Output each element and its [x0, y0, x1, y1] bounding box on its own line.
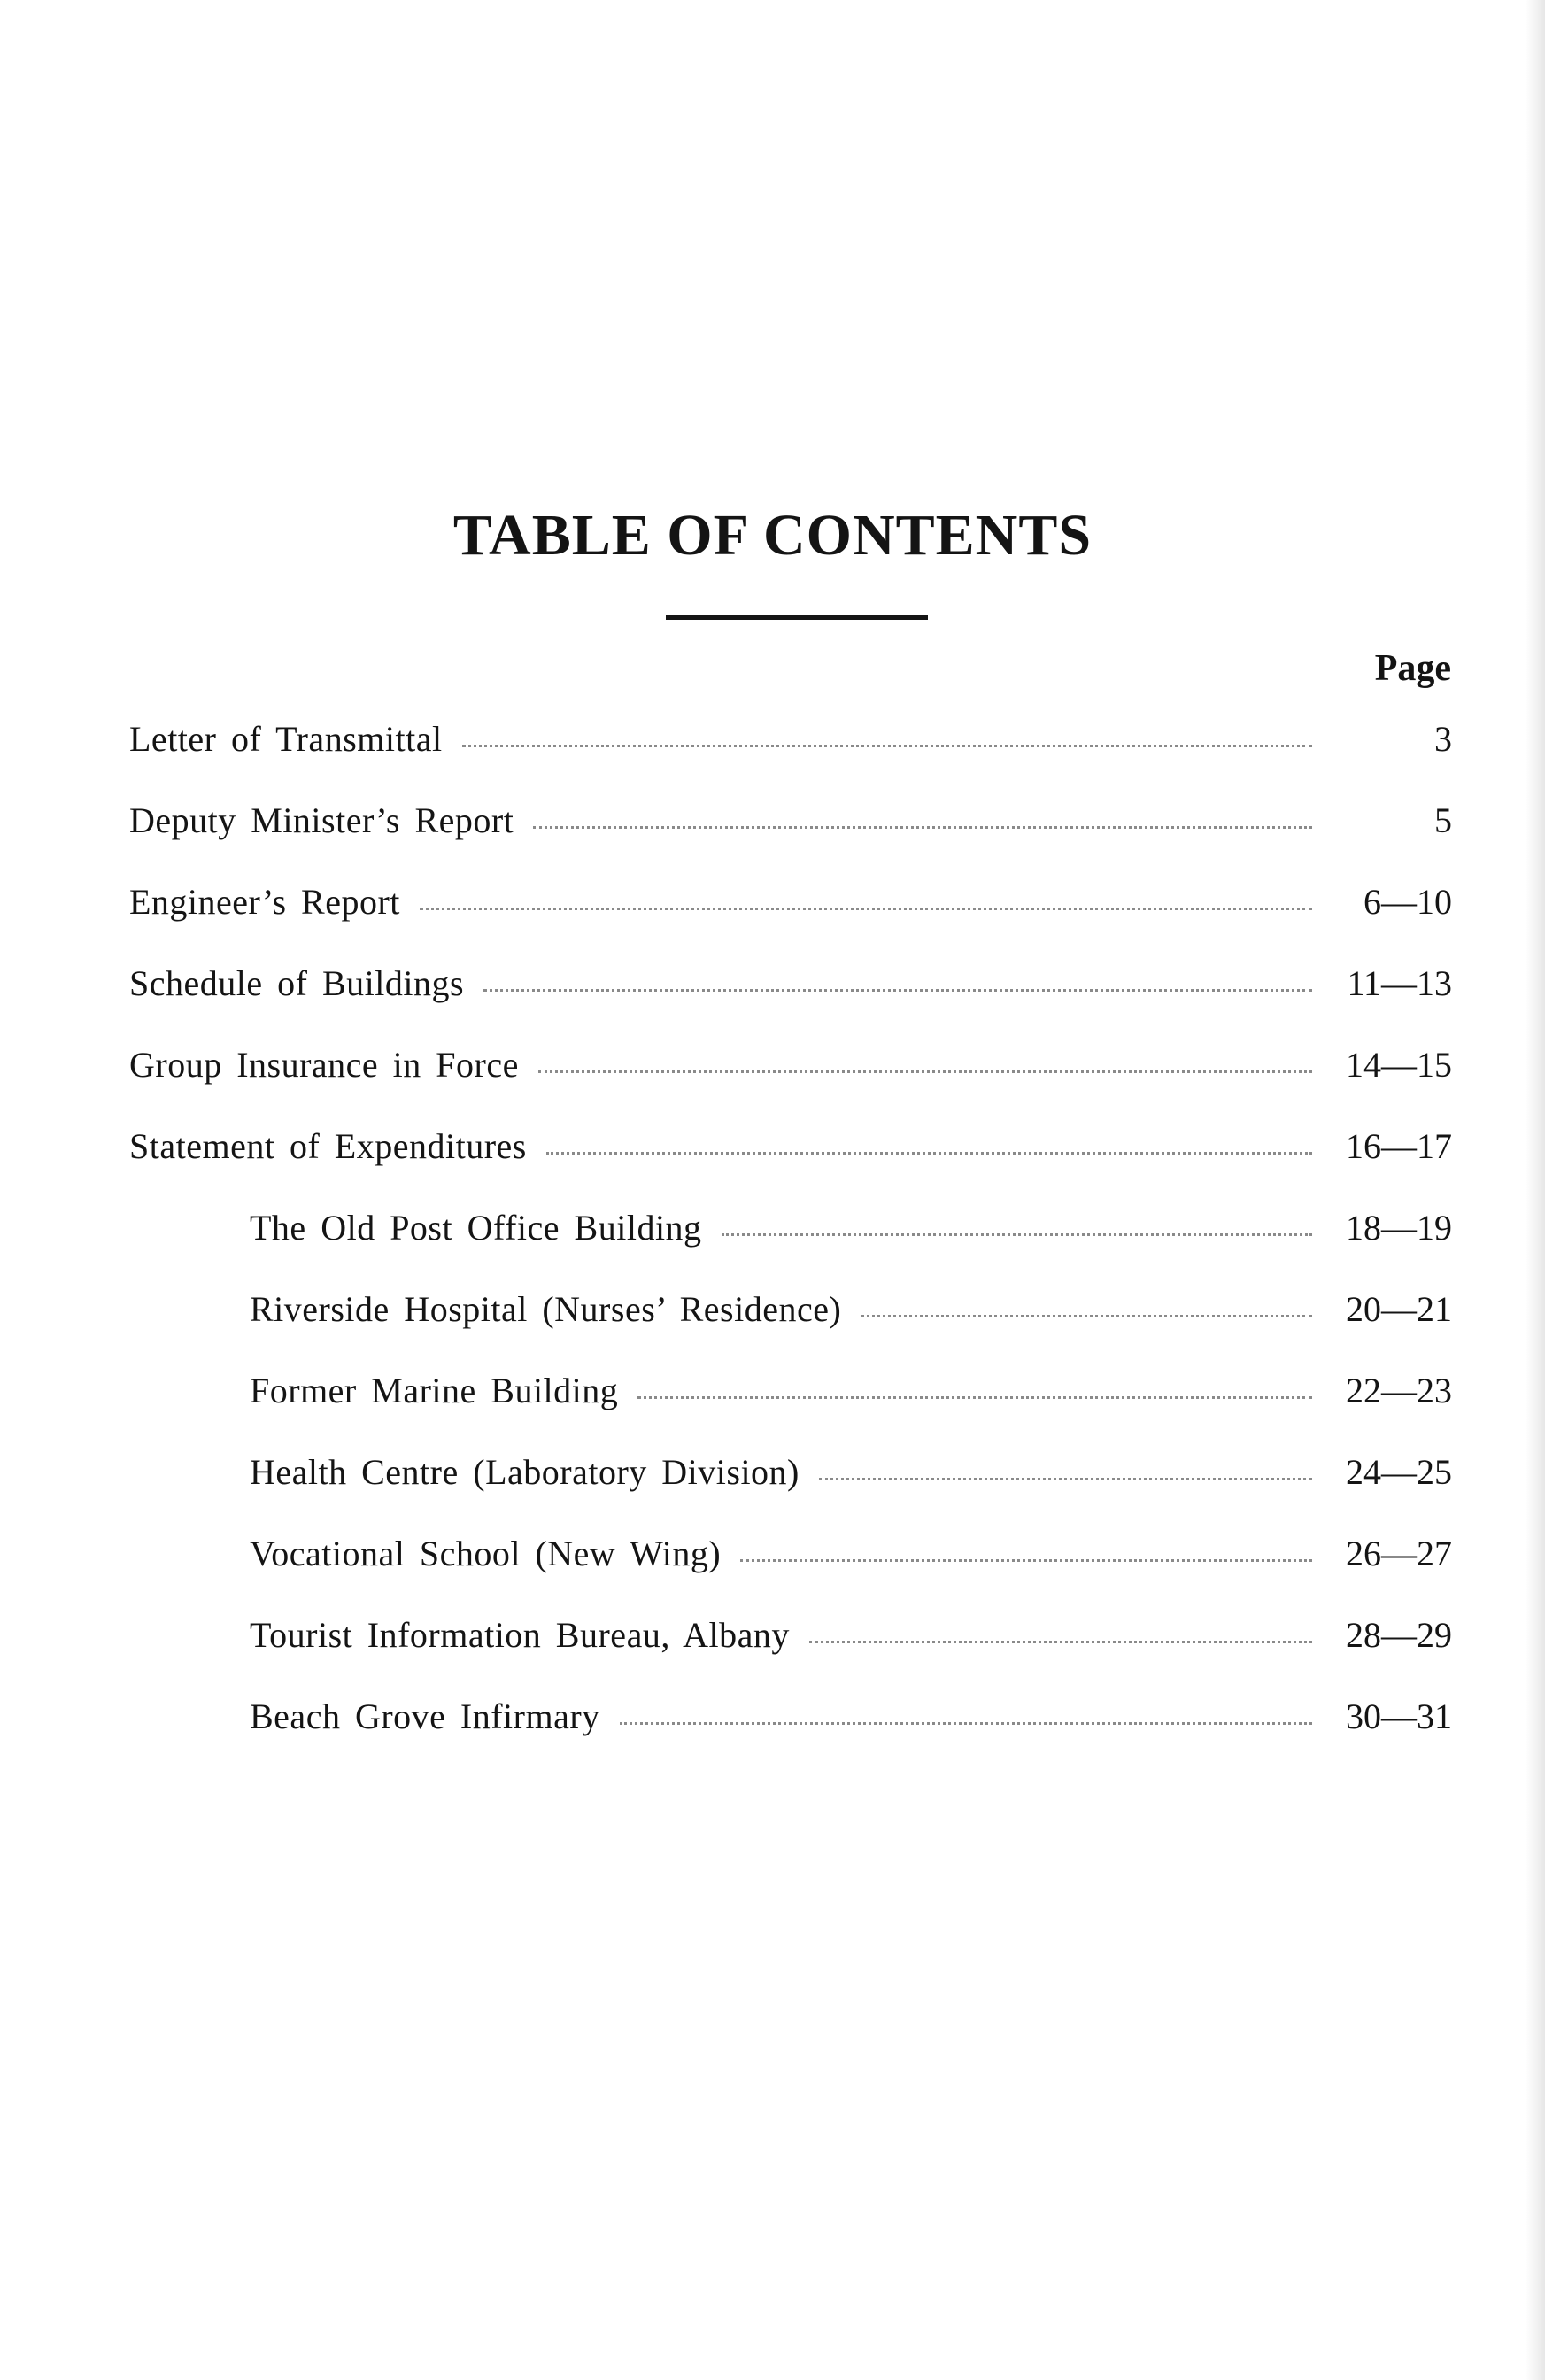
dot-leader: [722, 1233, 1312, 1236]
toc-entry-health-centre[interactable]: [250, 1446, 1452, 1499]
toc-entry-former-marine-building[interactable]: [250, 1364, 1452, 1418]
toc-entry-schedule-of-buildings[interactable]: [129, 957, 1452, 1010]
dot-leader: [420, 908, 1312, 910]
dot-leader: [462, 745, 1312, 747]
title-rule: [666, 615, 928, 620]
toc-entry-pages: 20—21: [1346, 1289, 1452, 1329]
dot-leader: [483, 989, 1312, 992]
toc-entry-pages: 18—19: [1346, 1208, 1452, 1248]
toc-entry-pages: 28—29: [1346, 1615, 1452, 1655]
toc-entry-pages: 24—25: [1346, 1452, 1452, 1492]
toc-entry-label: Former Marine Building: [250, 1371, 619, 1410]
toc-entry-old-post-office-building[interactable]: [250, 1202, 1452, 1255]
dot-leader: [740, 1559, 1312, 1562]
toc-entry-engineers-report[interactable]: [129, 876, 1452, 929]
toc-entry-label: Vocational School (New Wing): [250, 1534, 722, 1573]
toc-entry-label: Engineer’s Report: [129, 882, 400, 922]
dot-leader: [533, 826, 1312, 829]
toc-entry-label: Group Insurance in Force: [129, 1045, 519, 1085]
toc-entry-label: Schedule of Buildings: [129, 963, 465, 1003]
dot-leader: [637, 1396, 1312, 1399]
toc-entry-pages: 22—23: [1346, 1371, 1452, 1410]
toc-entry-pages: 26—27: [1346, 1534, 1452, 1573]
dot-leader: [809, 1641, 1312, 1643]
toc-entry-tourist-information-bureau[interactable]: [250, 1609, 1452, 1662]
toc-entry-label: Beach Grove Infirmary: [250, 1696, 600, 1736]
toc-entry-statement-of-expenditures[interactable]: [129, 1120, 1452, 1173]
toc-entry-beach-grove-infirmary[interactable]: [250, 1690, 1452, 1743]
toc-entry-label: Deputy Minister’s Report: [129, 800, 514, 840]
toc-entry-vocational-school[interactable]: [250, 1527, 1452, 1580]
toc-entry-label: Health Centre (Laboratory Division): [250, 1452, 800, 1492]
dot-leader: [819, 1478, 1312, 1480]
toc-entry-label: Statement of Expenditures: [129, 1126, 527, 1166]
toc-entry-pages: 16—17: [1346, 1126, 1452, 1166]
toc-entry-deputy-ministers-report[interactable]: [129, 794, 1452, 847]
toc-entry-pages: 6—10: [1363, 882, 1452, 922]
toc-entry-letter-of-transmittal[interactable]: [129, 713, 1452, 766]
page-title: TABLE OF CONTENTS: [452, 503, 1093, 568]
toc-entry-label: Riverside Hospital (Nurses’ Residence): [250, 1289, 842, 1329]
toc-entry-pages: 30—31: [1346, 1696, 1452, 1736]
toc-entry-pages: 3: [1434, 719, 1452, 759]
toc-entry-pages: 5: [1434, 800, 1452, 840]
page-column-header: Page: [1374, 648, 1451, 689]
dot-leader: [861, 1315, 1312, 1318]
dot-leader: [538, 1070, 1312, 1073]
dot-leader: [620, 1722, 1312, 1725]
page-edge-shadow: [1526, 0, 1545, 2380]
toc-entry-pages: 11—13: [1347, 963, 1452, 1003]
toc-entry-label: Letter of Transmittal: [129, 719, 443, 759]
toc-entry-group-insurance[interactable]: [129, 1039, 1452, 1092]
toc-entry-label: The Old Post Office Building: [250, 1208, 702, 1248]
dot-leader: [546, 1152, 1312, 1155]
toc-entry-pages: 14—15: [1346, 1045, 1452, 1085]
toc-entry-label: Tourist Information Bureau, Albany: [250, 1615, 790, 1655]
toc-entry-riverside-hospital[interactable]: [250, 1283, 1452, 1336]
